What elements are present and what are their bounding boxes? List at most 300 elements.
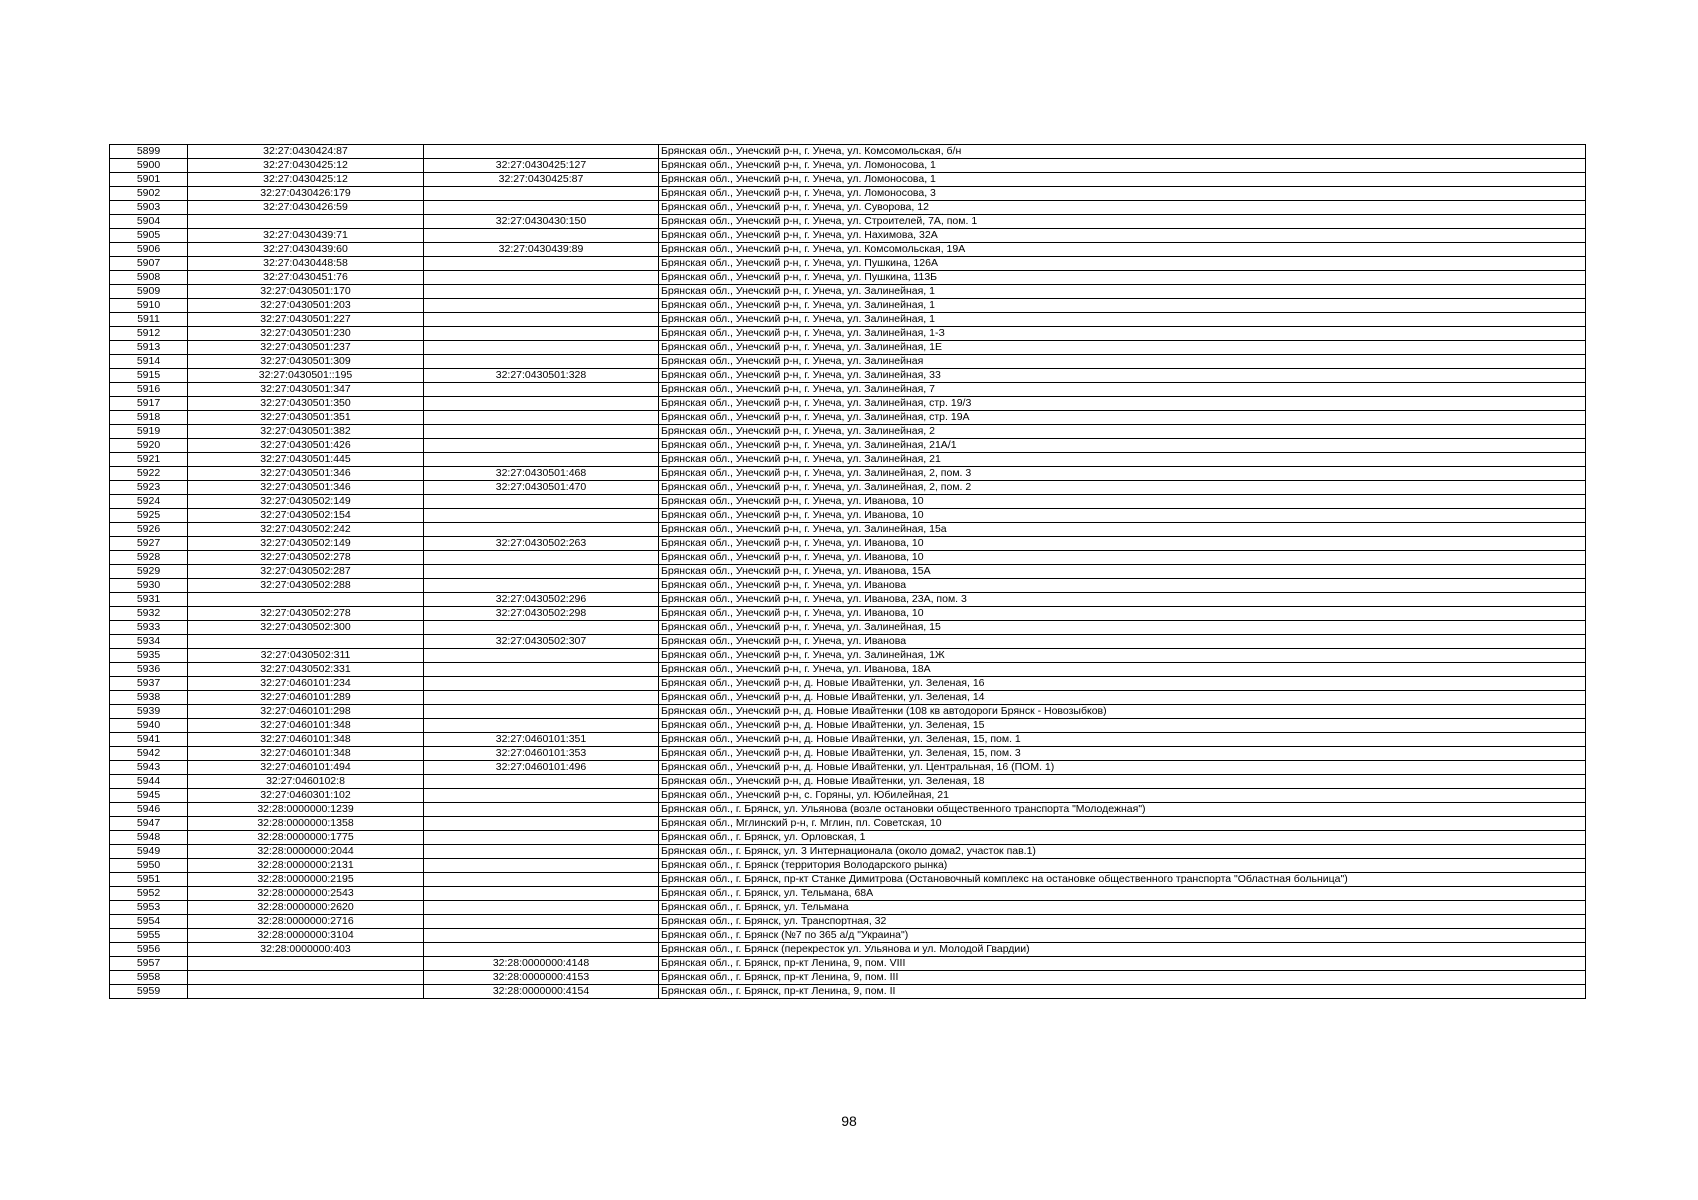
table-row <box>110 943 1586 957</box>
table-row <box>110 677 1586 691</box>
address-cell: Брянская обл., г. Брянск (перекресток ул. Ульянова и ул. Молодой Гвардии) <box>659 943 1586 957</box>
related-cadastral-number-cell: 32:27:0430439:89 <box>424 243 659 257</box>
related-cadastral-number-cell: 32:28:0000000:4153 <box>424 971 659 985</box>
address-cell: Брянская обл., Унечский р-н, г. Унеча, ул. Залинейная, 1 <box>659 313 1586 327</box>
related-cadastral-number-cell <box>424 355 659 369</box>
table-row <box>110 145 1586 159</box>
cadastral-number-cell: 32:27:0430502:288 <box>188 579 424 593</box>
cadastral-number-cell: 32:27:0460101:289 <box>188 691 424 705</box>
address-cell: Брянская обл., Унечский р-н, д. Новые Ивайтенки, ул. Зеленая, 15, пом. 3 <box>659 747 1586 761</box>
address-cell: Брянская обл., Унечский р-н, г. Унеча, ул. Залинейная, 33 <box>659 369 1586 383</box>
table-row <box>110 873 1586 887</box>
row-number-cell: 5916 <box>110 383 188 397</box>
related-cadastral-number-cell <box>424 341 659 355</box>
address-cell: Брянская обл., Унечский р-н, д. Новые Ивайтенки, ул. Центральная, 16 (ПОМ. 1) <box>659 761 1586 775</box>
cadastral-number-cell: 32:27:0430501:237 <box>188 341 424 355</box>
row-number-cell: 5907 <box>110 257 188 271</box>
row-number-cell: 5959 <box>110 985 188 999</box>
related-cadastral-number-cell <box>424 145 659 159</box>
related-cadastral-number-cell <box>424 775 659 789</box>
address-cell: Брянская обл., г. Брянск, ул. Орловская, 1 <box>659 831 1586 845</box>
table-row <box>110 803 1586 817</box>
cadastral-number-cell: 32:27:0430501:445 <box>188 453 424 467</box>
table-row <box>110 285 1586 299</box>
row-number-cell: 5927 <box>110 537 188 551</box>
address-cell: Брянская обл., Унечский р-н, г. Унеча, ул. Залинейная, 21 <box>659 453 1586 467</box>
table-row <box>110 705 1586 719</box>
address-cell: Брянская обл., Унечский р-н, д. Новые Ивайтенки, ул. Зеленая, 16 <box>659 677 1586 691</box>
related-cadastral-number-cell <box>424 803 659 817</box>
table-row <box>110 215 1586 229</box>
address-cell: Брянская обл., Унечский р-н, д. Новые Ивайтенки (108 кв автодороги Брянск - Новозыбков) <box>659 705 1586 719</box>
row-number-cell: 5921 <box>110 453 188 467</box>
row-number-cell: 5948 <box>110 831 188 845</box>
row-number-cell: 5950 <box>110 859 188 873</box>
related-cadastral-number-cell <box>424 649 659 663</box>
cadastral-number-cell: 32:27:0430424:87 <box>188 145 424 159</box>
cadastral-number-cell: 32:27:0430502:154 <box>188 509 424 523</box>
row-number-cell: 5924 <box>110 495 188 509</box>
related-cadastral-number-cell <box>424 915 659 929</box>
table-row <box>110 397 1586 411</box>
registry-table-body <box>110 145 1586 999</box>
address-cell: Брянская обл., Унечский р-н, г. Унеча, ул. Комсомольская, б/н <box>659 145 1586 159</box>
address-cell: Брянская обл., Унечский р-н, г. Унеча, ул. Залинейная, 15а <box>659 523 1586 537</box>
row-number-cell: 5899 <box>110 145 188 159</box>
cadastral-number-cell <box>188 215 424 229</box>
address-cell: Брянская обл., Унечский р-н, г. Унеча, ул. Иванова, 10 <box>659 551 1586 565</box>
row-number-cell: 5952 <box>110 887 188 901</box>
cadastral-number-cell: 32:27:0430501:347 <box>188 383 424 397</box>
table-row <box>110 971 1586 985</box>
row-number-cell: 5945 <box>110 789 188 803</box>
related-cadastral-number-cell <box>424 313 659 327</box>
related-cadastral-number-cell <box>424 845 659 859</box>
address-cell: Брянская обл., Унечский р-н, г. Унеча, ул. Комсомольская, 19А <box>659 243 1586 257</box>
row-number-cell: 5914 <box>110 355 188 369</box>
row-number-cell: 5930 <box>110 579 188 593</box>
cadastral-number-cell: 32:27:0430501:170 <box>188 285 424 299</box>
table-row <box>110 845 1586 859</box>
row-number-cell: 5902 <box>110 187 188 201</box>
table-row <box>110 271 1586 285</box>
related-cadastral-number-cell <box>424 663 659 677</box>
row-number-cell: 5909 <box>110 285 188 299</box>
row-number-cell: 5942 <box>110 747 188 761</box>
cadastral-number-cell: 32:27:0430502:242 <box>188 523 424 537</box>
related-cadastral-number-cell <box>424 453 659 467</box>
related-cadastral-number-cell: 32:27:0430502:296 <box>424 593 659 607</box>
row-number-cell: 5934 <box>110 635 188 649</box>
row-number-cell: 5913 <box>110 341 188 355</box>
related-cadastral-number-cell <box>424 789 659 803</box>
row-number-cell: 5955 <box>110 929 188 943</box>
table-row <box>110 509 1586 523</box>
cadastral-number-cell: 32:27:0430425:12 <box>188 159 424 173</box>
table-row <box>110 789 1586 803</box>
related-cadastral-number-cell: 32:27:0430501:328 <box>424 369 659 383</box>
address-cell: Брянская обл., Унечский р-н, г. Унеча, ул. Иванова, 10 <box>659 495 1586 509</box>
row-number-cell: 5941 <box>110 733 188 747</box>
table-row <box>110 915 1586 929</box>
related-cadastral-number-cell <box>424 929 659 943</box>
related-cadastral-number-cell <box>424 817 659 831</box>
table-row <box>110 985 1586 999</box>
row-number-cell: 5929 <box>110 565 188 579</box>
table-row <box>110 327 1586 341</box>
related-cadastral-number-cell: 32:27:0430430:150 <box>424 215 659 229</box>
cadastral-number-cell: 32:27:0430501:203 <box>188 299 424 313</box>
table-row <box>110 775 1586 789</box>
address-cell: Брянская обл., Унечский р-н, д. Новые Ивайтенки, ул. Зеленая, 14 <box>659 691 1586 705</box>
page-number: 98 <box>841 1113 857 1129</box>
table-row <box>110 229 1586 243</box>
row-number-cell: 5954 <box>110 915 188 929</box>
row-number-cell: 5940 <box>110 719 188 733</box>
row-number-cell: 5920 <box>110 439 188 453</box>
cadastral-number-cell: 32:27:0430501:351 <box>188 411 424 425</box>
registry-table <box>109 144 1586 999</box>
table-row <box>110 635 1586 649</box>
cadastral-number-cell: 32:27:0430448:58 <box>188 257 424 271</box>
related-cadastral-number-cell <box>424 943 659 957</box>
cadastral-number-cell: 32:28:0000000:2716 <box>188 915 424 929</box>
address-cell: Брянская обл., г. Брянск, пр-кт Станке Димитрова (Остановочный комплекс на остановке общественного транспорта "Областная больница") <box>659 873 1586 887</box>
cadastral-number-cell: 32:27:0430501:346 <box>188 467 424 481</box>
cadastral-number-cell: 32:27:0430501:350 <box>188 397 424 411</box>
cadastral-number-cell <box>188 593 424 607</box>
table-row <box>110 579 1586 593</box>
address-cell: Брянская обл., Унечский р-н, д. Новые Ивайтенки, ул. Зеленая, 15, пом. 1 <box>659 733 1586 747</box>
cadastral-number-cell: 32:27:0460101:494 <box>188 761 424 775</box>
cadastral-number-cell <box>188 635 424 649</box>
table-row <box>110 901 1586 915</box>
table-row <box>110 887 1586 901</box>
cadastral-number-cell: 32:27:0430502:149 <box>188 537 424 551</box>
address-cell: Брянская обл., г. Брянск, ул. 3 Интернационала (около дома2, участок пав.1) <box>659 845 1586 859</box>
cadastral-number-cell: 32:27:0430426:59 <box>188 201 424 215</box>
cadastral-number-cell: 32:27:0430501:346 <box>188 481 424 495</box>
address-cell: Брянская обл., г. Брянск (территория Володарского рынка) <box>659 859 1586 873</box>
address-cell: Брянская обл., г. Брянск, пр-кт Ленина, 9, пом. III <box>659 971 1586 985</box>
row-number-cell: 5938 <box>110 691 188 705</box>
related-cadastral-number-cell: 32:27:0430502:263 <box>424 537 659 551</box>
related-cadastral-number-cell <box>424 551 659 565</box>
table-row <box>110 733 1586 747</box>
address-cell: Брянская обл., Унечский р-н, г. Унеча, ул. Иванова, 15А <box>659 565 1586 579</box>
cadastral-number-cell: 32:27:0430439:60 <box>188 243 424 257</box>
address-cell: Брянская обл., Унечский р-н, г. Унеча, ул. Иванова, 23А, пом. 3 <box>659 593 1586 607</box>
cadastral-number-cell: 32:28:0000000:1775 <box>188 831 424 845</box>
address-cell: Брянская обл., Унечский р-н, г. Унеча, ул. Пушкина, 113Б <box>659 271 1586 285</box>
row-number-cell: 5926 <box>110 523 188 537</box>
row-number-cell: 5931 <box>110 593 188 607</box>
row-number-cell: 5905 <box>110 229 188 243</box>
table-row <box>110 929 1586 943</box>
address-cell: Брянская обл., г. Брянск, ул. Транспортная, 32 <box>659 915 1586 929</box>
table-row <box>110 369 1586 383</box>
address-cell: Брянская обл., Унечский р-н, г. Унеча, ул. Ломоносова, 3 <box>659 187 1586 201</box>
row-number-cell: 5919 <box>110 425 188 439</box>
table-row <box>110 467 1586 481</box>
table-row <box>110 341 1586 355</box>
address-cell: Брянская обл., Унечский р-н, г. Унеча, ул. Суворова, 12 <box>659 201 1586 215</box>
related-cadastral-number-cell <box>424 397 659 411</box>
row-number-cell: 5923 <box>110 481 188 495</box>
related-cadastral-number-cell <box>424 495 659 509</box>
cadastral-number-cell: 32:27:0460301:102 <box>188 789 424 803</box>
table-row <box>110 159 1586 173</box>
table-row <box>110 957 1586 971</box>
row-number-cell: 5917 <box>110 397 188 411</box>
cadastral-number-cell: 32:27:0430502:331 <box>188 663 424 677</box>
related-cadastral-number-cell <box>424 509 659 523</box>
cadastral-number-cell: 32:27:0430501:382 <box>188 425 424 439</box>
related-cadastral-number-cell <box>424 383 659 397</box>
cadastral-number-cell: 32:28:0000000:1239 <box>188 803 424 817</box>
cadastral-number-cell: 32:27:0430501:230 <box>188 327 424 341</box>
address-cell: Брянская обл., Унечский р-н, г. Унеча, ул. Залинейная, 2, пом. 2 <box>659 481 1586 495</box>
table-row <box>110 649 1586 663</box>
cadastral-number-cell <box>188 971 424 985</box>
related-cadastral-number-cell: 32:27:0430501:468 <box>424 467 659 481</box>
cadastral-number-cell: 32:28:0000000:2044 <box>188 845 424 859</box>
table-row <box>110 607 1586 621</box>
row-number-cell: 5932 <box>110 607 188 621</box>
cadastral-number-cell: 32:27:0430425:12 <box>188 173 424 187</box>
address-cell: Брянская обл., Унечский р-н, д. Новые Ивайтенки, ул. Зеленая, 15 <box>659 719 1586 733</box>
address-cell: Брянская обл., Унечский р-н, с. Горяны, ул. Юбилейная, 21 <box>659 789 1586 803</box>
table-row <box>110 453 1586 467</box>
related-cadastral-number-cell <box>424 523 659 537</box>
table-row <box>110 523 1586 537</box>
cadastral-number-cell: 32:27:0460101:348 <box>188 719 424 733</box>
address-cell: Брянская обл., Унечский р-н, г. Унеча, ул. Ломоносова, 1 <box>659 173 1586 187</box>
row-number-cell: 5935 <box>110 649 188 663</box>
row-number-cell: 5949 <box>110 845 188 859</box>
address-cell: Брянская обл., г. Брянск, ул. Ульянова (возле остановки общественного транспорта "Молодежная") <box>659 803 1586 817</box>
row-number-cell: 5943 <box>110 761 188 775</box>
related-cadastral-number-cell: 32:27:0430502:298 <box>424 607 659 621</box>
address-cell: Брянская обл., Унечский р-н, г. Унеча, ул. Залинейная, 21А/1 <box>659 439 1586 453</box>
cadastral-number-cell: 32:27:0460101:298 <box>188 705 424 719</box>
cadastral-number-cell: 32:27:0430451:76 <box>188 271 424 285</box>
related-cadastral-number-cell <box>424 271 659 285</box>
address-cell: Брянская обл., г. Брянск, ул. Тельмана, 68А <box>659 887 1586 901</box>
cadastral-number-cell: 32:27:0430502:149 <box>188 495 424 509</box>
row-number-cell: 5944 <box>110 775 188 789</box>
table-row <box>110 355 1586 369</box>
address-cell: Брянская обл., Унечский р-н, г. Унеча, ул. Иванова, 10 <box>659 509 1586 523</box>
address-cell: Брянская обл., Унечский р-н, г. Унеча, ул. Залинейная, стр. 19/3 <box>659 397 1586 411</box>
related-cadastral-number-cell: 32:27:0460101:496 <box>424 761 659 775</box>
address-cell: Брянская обл., г. Брянск (№7 по 365 а/д "Украина") <box>659 929 1586 943</box>
row-number-cell: 5915 <box>110 369 188 383</box>
related-cadastral-number-cell <box>424 677 659 691</box>
row-number-cell: 5918 <box>110 411 188 425</box>
related-cadastral-number-cell: 32:27:0460101:353 <box>424 747 659 761</box>
related-cadastral-number-cell <box>424 691 659 705</box>
cadastral-number-cell: 32:28:0000000:2195 <box>188 873 424 887</box>
related-cadastral-number-cell <box>424 719 659 733</box>
address-cell: Брянская обл., Унечский р-н, г. Унеча, ул. Ломоносова, 1 <box>659 159 1586 173</box>
table-row <box>110 859 1586 873</box>
row-number-cell: 5928 <box>110 551 188 565</box>
cadastral-number-cell: 32:27:0430501:426 <box>188 439 424 453</box>
cadastral-number-cell: 32:28:0000000:2620 <box>188 901 424 915</box>
cadastral-number-cell: 32:27:0430501:227 <box>188 313 424 327</box>
address-cell: Брянская обл., Унечский р-н, г. Унеча, ул. Залинейная, 1 <box>659 285 1586 299</box>
address-cell: Брянская обл., Унечский р-н, г. Унеча, ул. Нахимова, 32А <box>659 229 1586 243</box>
row-number-cell: 5901 <box>110 173 188 187</box>
table-row <box>110 817 1586 831</box>
row-number-cell: 5937 <box>110 677 188 691</box>
table-row <box>110 411 1586 425</box>
row-number-cell: 5900 <box>110 159 188 173</box>
cadastral-number-cell: 32:27:0430439:71 <box>188 229 424 243</box>
cadastral-number-cell: 32:27:0460101:348 <box>188 747 424 761</box>
row-number-cell: 5925 <box>110 509 188 523</box>
related-cadastral-number-cell <box>424 887 659 901</box>
address-cell: Брянская обл., Унечский р-н, г. Унеча, ул. Иванова, 10 <box>659 607 1586 621</box>
row-number-cell: 5951 <box>110 873 188 887</box>
table-row <box>110 831 1586 845</box>
cadastral-number-cell: 32:27:0430501::195 <box>188 369 424 383</box>
related-cadastral-number-cell: 32:27:0430501:470 <box>424 481 659 495</box>
related-cadastral-number-cell <box>424 257 659 271</box>
table-row <box>110 719 1586 733</box>
cadastral-number-cell: 32:27:0430502:278 <box>188 607 424 621</box>
row-number-cell: 5946 <box>110 803 188 817</box>
related-cadastral-number-cell <box>424 229 659 243</box>
address-cell: Брянская обл., Унечский р-н, г. Унеча, ул. Залинейная, 7 <box>659 383 1586 397</box>
table-row <box>110 593 1586 607</box>
related-cadastral-number-cell <box>424 299 659 313</box>
cadastral-number-cell: 32:28:0000000:2543 <box>188 887 424 901</box>
table-row <box>110 257 1586 271</box>
address-cell: Брянская обл., Унечский р-н, д. Новые Ивайтенки, ул. Зеленая, 18 <box>659 775 1586 789</box>
related-cadastral-number-cell <box>424 621 659 635</box>
table-row <box>110 663 1586 677</box>
related-cadastral-number-cell <box>424 327 659 341</box>
row-number-cell: 5958 <box>110 971 188 985</box>
address-cell: Брянская обл., Мглинский р-н, г. Мглин, пл. Советская, 10 <box>659 817 1586 831</box>
address-cell: Брянская обл., Унечский р-н, г. Унеча, ул. Иванова <box>659 635 1586 649</box>
row-number-cell: 5953 <box>110 901 188 915</box>
table-row <box>110 761 1586 775</box>
related-cadastral-number-cell: 32:28:0000000:4154 <box>424 985 659 999</box>
table-row <box>110 481 1586 495</box>
cadastral-number-cell: 32:27:0430426:179 <box>188 187 424 201</box>
cadastral-number-cell: 32:28:0000000:1358 <box>188 817 424 831</box>
table-row <box>110 425 1586 439</box>
related-cadastral-number-cell: 32:27:0460101:351 <box>424 733 659 747</box>
related-cadastral-number-cell <box>424 565 659 579</box>
row-number-cell: 5903 <box>110 201 188 215</box>
table-row <box>110 187 1586 201</box>
related-cadastral-number-cell <box>424 411 659 425</box>
table-row <box>110 551 1586 565</box>
related-cadastral-number-cell <box>424 425 659 439</box>
address-cell: Брянская обл., Унечский р-н, г. Унеча, ул. Иванова, 10 <box>659 537 1586 551</box>
related-cadastral-number-cell <box>424 439 659 453</box>
related-cadastral-number-cell <box>424 201 659 215</box>
cadastral-number-cell: 32:27:0460101:234 <box>188 677 424 691</box>
related-cadastral-number-cell <box>424 859 659 873</box>
related-cadastral-number-cell <box>424 187 659 201</box>
related-cadastral-number-cell: 32:27:0430425:127 <box>424 159 659 173</box>
address-cell: Брянская обл., Унечский р-н, г. Унеча, ул. Залинейная, 1Е <box>659 341 1586 355</box>
address-cell: Брянская обл., Унечский р-н, г. Унеча, ул. Залинейная, стр. 19А <box>659 411 1586 425</box>
table-row <box>110 495 1586 509</box>
cadastral-number-cell <box>188 957 424 971</box>
row-number-cell: 5936 <box>110 663 188 677</box>
related-cadastral-number-cell <box>424 579 659 593</box>
table-row <box>110 537 1586 551</box>
row-number-cell: 5911 <box>110 313 188 327</box>
table-row <box>110 201 1586 215</box>
table-row <box>110 691 1586 705</box>
cadastral-number-cell: 32:28:0000000:2131 <box>188 859 424 873</box>
row-number-cell: 5904 <box>110 215 188 229</box>
table-row <box>110 313 1586 327</box>
row-number-cell: 5939 <box>110 705 188 719</box>
address-cell: Брянская обл., Унечский р-н, г. Унеча, ул. Залинейная, 1 <box>659 299 1586 313</box>
address-cell: Брянская обл., Унечский р-н, г. Унеча, ул. Иванова <box>659 579 1586 593</box>
cadastral-number-cell: 32:27:0430501:309 <box>188 355 424 369</box>
row-number-cell: 5933 <box>110 621 188 635</box>
cadastral-number-cell: 32:27:0430502:300 <box>188 621 424 635</box>
address-cell: Брянская обл., Унечский р-н, г. Унеча, ул. Залинейная, 1-З <box>659 327 1586 341</box>
cadastral-number-cell: 32:28:0000000:403 <box>188 943 424 957</box>
related-cadastral-number-cell: 32:27:0430425:87 <box>424 173 659 187</box>
row-number-cell: 5908 <box>110 271 188 285</box>
table-row <box>110 747 1586 761</box>
related-cadastral-number-cell: 32:27:0430502:307 <box>424 635 659 649</box>
related-cadastral-number-cell <box>424 901 659 915</box>
row-number-cell: 5912 <box>110 327 188 341</box>
cadastral-number-cell: 32:27:0460102:8 <box>188 775 424 789</box>
cadastral-number-cell: 32:28:0000000:3104 <box>188 929 424 943</box>
address-cell: Брянская обл., Унечский р-н, г. Унеча, ул. Залинейная, 2, пом. 3 <box>659 467 1586 481</box>
table-row <box>110 243 1586 257</box>
related-cadastral-number-cell: 32:28:0000000:4148 <box>424 957 659 971</box>
address-cell: Брянская обл., г. Брянск, пр-кт Ленина, 9, пом. VIII <box>659 957 1586 971</box>
table-row <box>110 173 1586 187</box>
cadastral-number-cell: 32:27:0460101:348 <box>188 733 424 747</box>
related-cadastral-number-cell <box>424 873 659 887</box>
table-row <box>110 299 1586 313</box>
related-cadastral-number-cell <box>424 285 659 299</box>
row-number-cell: 5947 <box>110 817 188 831</box>
table-row <box>110 383 1586 397</box>
cadastral-number-cell <box>188 985 424 999</box>
address-cell: Брянская обл., г. Брянск, ул. Тельмана <box>659 901 1586 915</box>
row-number-cell: 5910 <box>110 299 188 313</box>
table-row <box>110 565 1586 579</box>
address-cell: Брянская обл., Унечский р-н, г. Унеча, ул. Строителей, 7А, пом. 1 <box>659 215 1586 229</box>
address-cell: Брянская обл., Унечский р-н, г. Унеча, ул. Залинейная <box>659 355 1586 369</box>
address-cell: Брянская обл., Унечский р-н, г. Унеча, ул. Иванова, 18А <box>659 663 1586 677</box>
cadastral-number-cell: 32:27:0430502:311 <box>188 649 424 663</box>
address-cell: Брянская обл., Унечский р-н, г. Унеча, ул. Залинейная, 2 <box>659 425 1586 439</box>
address-cell: Брянская обл., Унечский р-н, г. Унеча, ул. Залинейная, 1Ж <box>659 649 1586 663</box>
row-number-cell: 5922 <box>110 467 188 481</box>
row-number-cell: 5956 <box>110 943 188 957</box>
address-cell: Брянская обл., Унечский р-н, г. Унеча, ул. Залинейная, 15 <box>659 621 1586 635</box>
address-cell: Брянская обл., г. Брянск, пр-кт Ленина, 9, пом. II <box>659 985 1586 999</box>
related-cadastral-number-cell <box>424 705 659 719</box>
